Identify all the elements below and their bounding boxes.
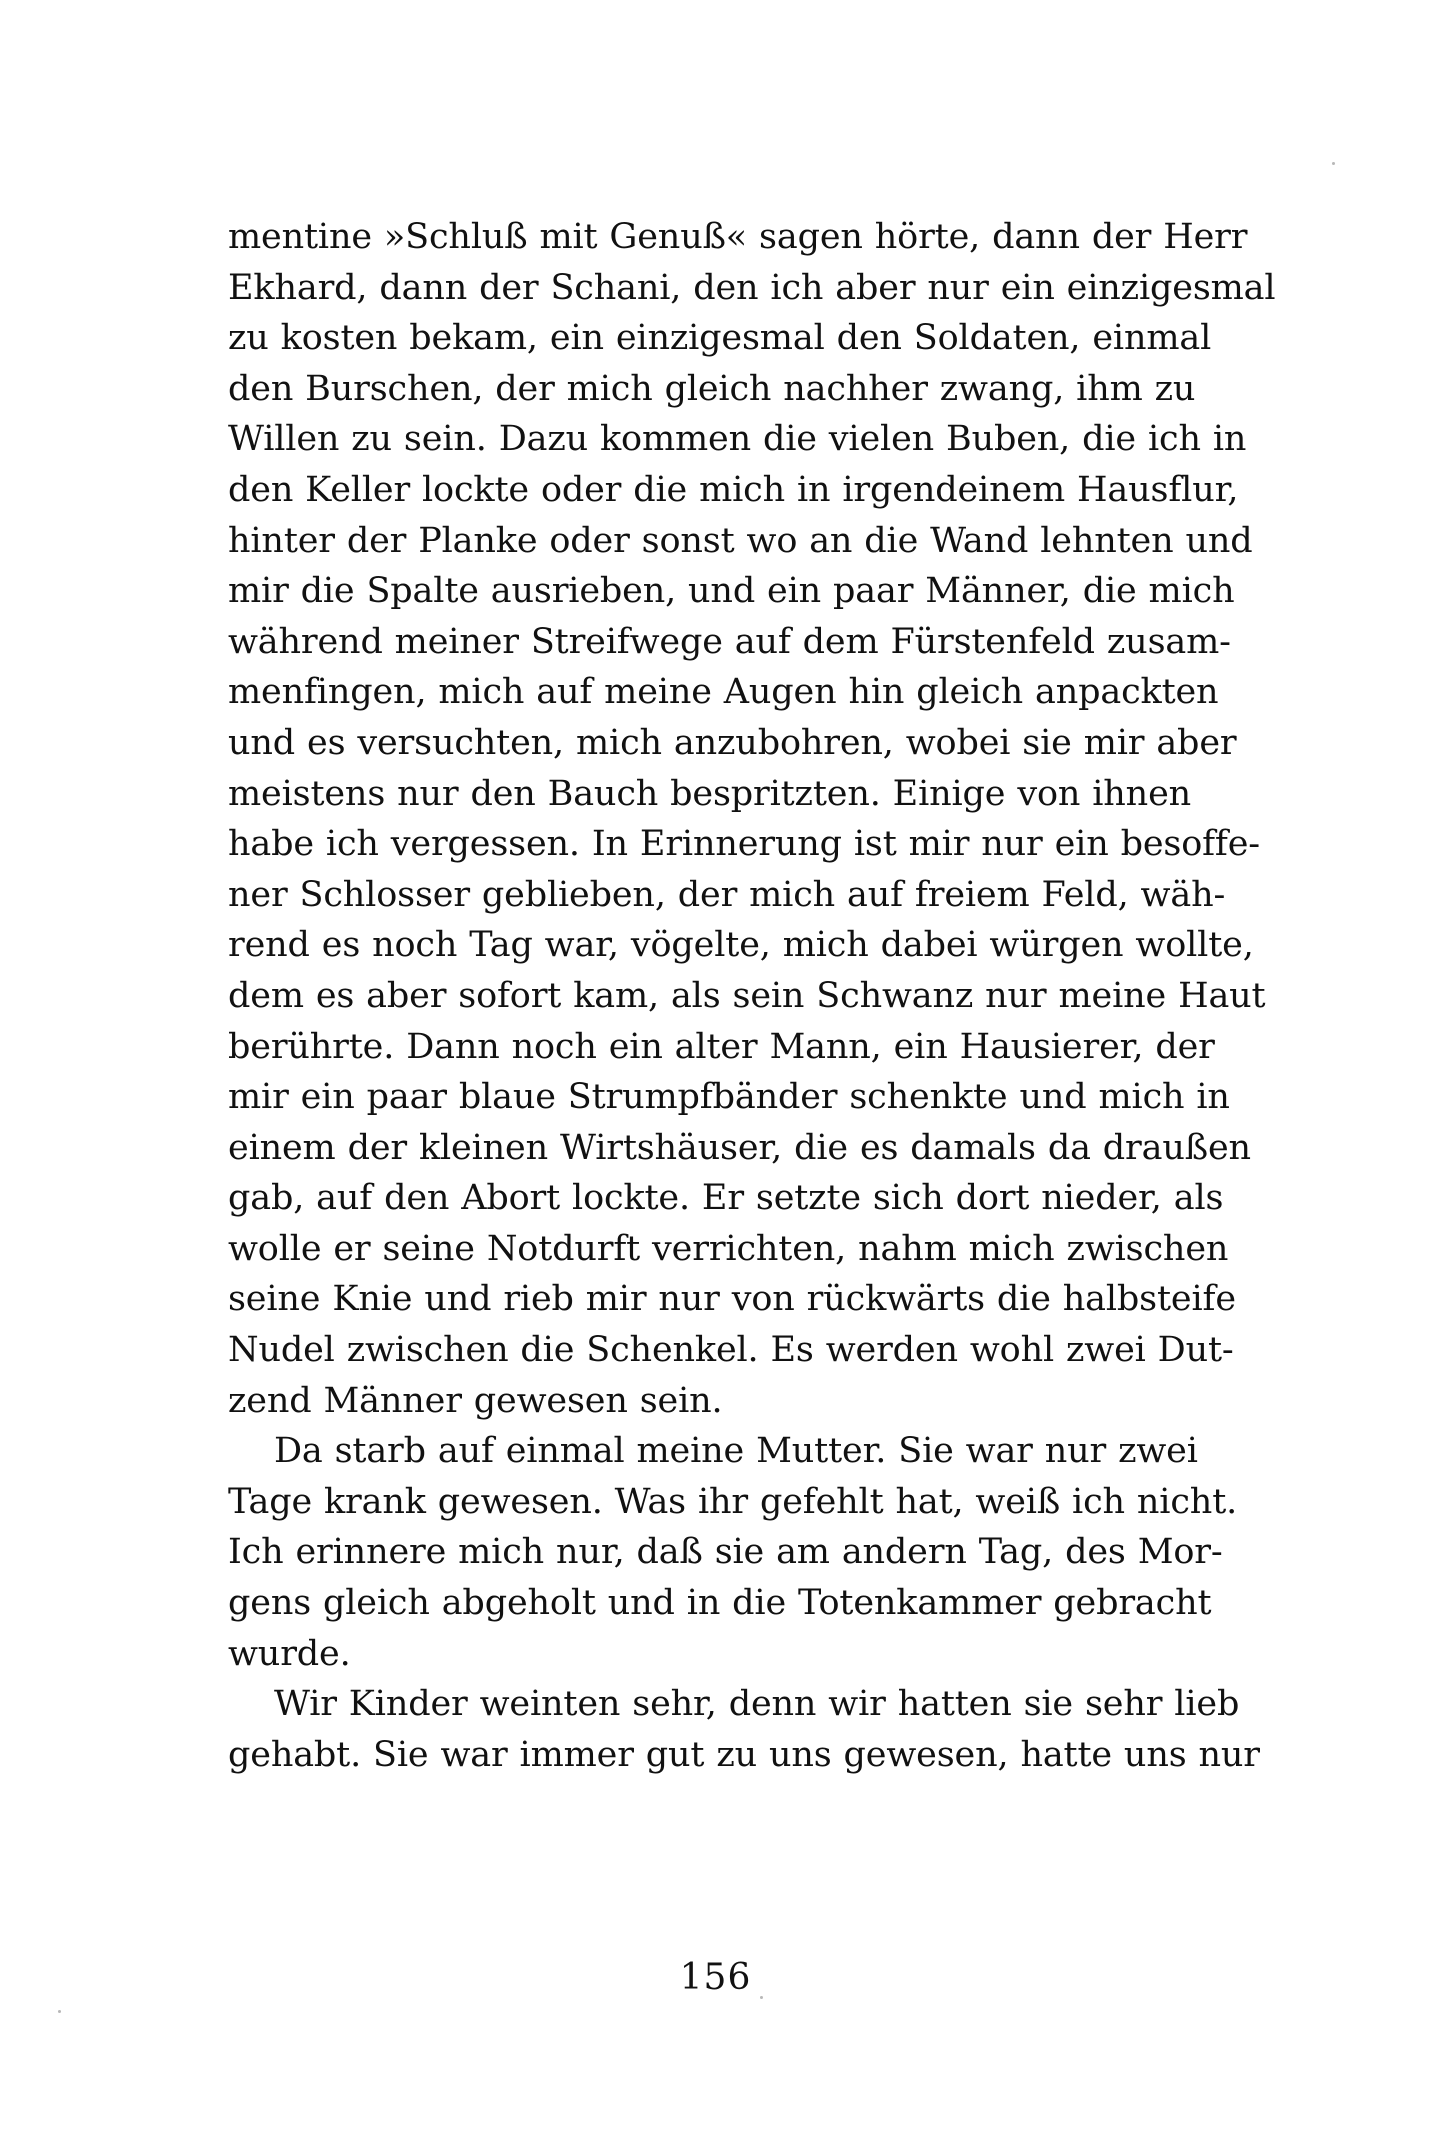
- text-line: einem der kleinen Wirtshäuser, die es damals da draußen: [228, 1127, 1251, 1168]
- scan-speck: [760, 1996, 763, 1999]
- text-line: Wir Kinder weinten sehr, denn wir hatten sie sehr lieb: [274, 1684, 1240, 1725]
- text-line: gab, auf den Abort lockte. Er setzte sich dort nieder, als: [228, 1178, 1224, 1219]
- text-line: Da starb auf einmal meine Mutter. Sie war nur zwei: [274, 1431, 1198, 1472]
- text-line: wurde.: [228, 1633, 351, 1674]
- text-line: Willen zu sein. Dazu kommen die vielen Buben, die ich in: [228, 419, 1247, 460]
- text-line: meistens nur den Bauch bespritzten. Einige von ihnen: [228, 773, 1192, 814]
- text-line: Nudel zwischen die Schenkel. Es werden wohl zwei Dut-: [228, 1330, 1234, 1371]
- text-line: den Burschen, der mich gleich nachher zwang, ihm zu: [228, 368, 1196, 409]
- page-number: 156: [679, 1957, 752, 1998]
- text-line: berührte. Dann noch ein alter Mann, ein Hausierer, der: [228, 1026, 1215, 1067]
- scan-speck: [1332, 162, 1335, 165]
- text-line: zu kosten bekam, ein einzigesmal den Soldaten, einmal: [228, 318, 1212, 359]
- text-line: während meiner Streifwege auf dem Fürstenfeld zusam-: [228, 621, 1231, 662]
- text-line: Ekhard, dann der Schani, den ich aber nur ein einzigesmal: [228, 267, 1276, 308]
- text-line: mir ein paar blaue Strumpfbänder schenkte und mich in: [228, 1077, 1230, 1118]
- text-line: und es versuchten, mich anzubohren, wobei sie mir aber: [228, 722, 1237, 763]
- text-line: zend Männer gewesen sein.: [228, 1380, 723, 1421]
- text-line: Tage krank gewesen. Was ihr gefehlt hat, weiß ich nicht.: [228, 1481, 1238, 1522]
- text-line: habe ich vergessen. In Erinnerung ist mir nur ein besoffe-: [228, 824, 1260, 865]
- text-line: hinter der Planke oder sonst wo an die Wand lehnten und: [228, 520, 1253, 561]
- text-line: den Keller lockte oder die mich in irgendeinem Hausflur,: [228, 469, 1239, 510]
- text-line: dem es aber sofort kam, als sein Schwanz nur meine Haut: [228, 975, 1266, 1016]
- text-line: wolle er seine Notdurft verrichten, nahm mich zwischen: [228, 1228, 1229, 1269]
- text-line: gens gleich abgeholt und in die Totenkammer gebracht: [228, 1583, 1212, 1624]
- scan-speck: [58, 2010, 61, 2013]
- text-line: Ich erinnere mich nur, daß sie am andern Tag, des Mor-: [228, 1532, 1223, 1573]
- text-line: menfingen, mich auf meine Augen hin gleich anpackten: [228, 672, 1219, 713]
- text-line: gehabt. Sie war immer gut zu uns gewesen, hatte uns nur: [228, 1734, 1260, 1775]
- text-line: mentine »Schluß mit Genuß« sagen hörte, dann der Herr: [228, 217, 1248, 257]
- text-line: seine Knie und rieb mir nur von rückwärts die halbsteife: [228, 1279, 1236, 1320]
- body-text: [228, 212, 1276, 1780]
- text-line: mir die Spalte ausrieben, und ein paar Männer, die mich: [228, 571, 1235, 612]
- text-line: ner Schlosser geblieben, der mich auf freiem Feld, wäh-: [228, 874, 1226, 915]
- text-line: rend es noch Tag war, vögelte, mich dabei würgen wollte,: [228, 925, 1254, 966]
